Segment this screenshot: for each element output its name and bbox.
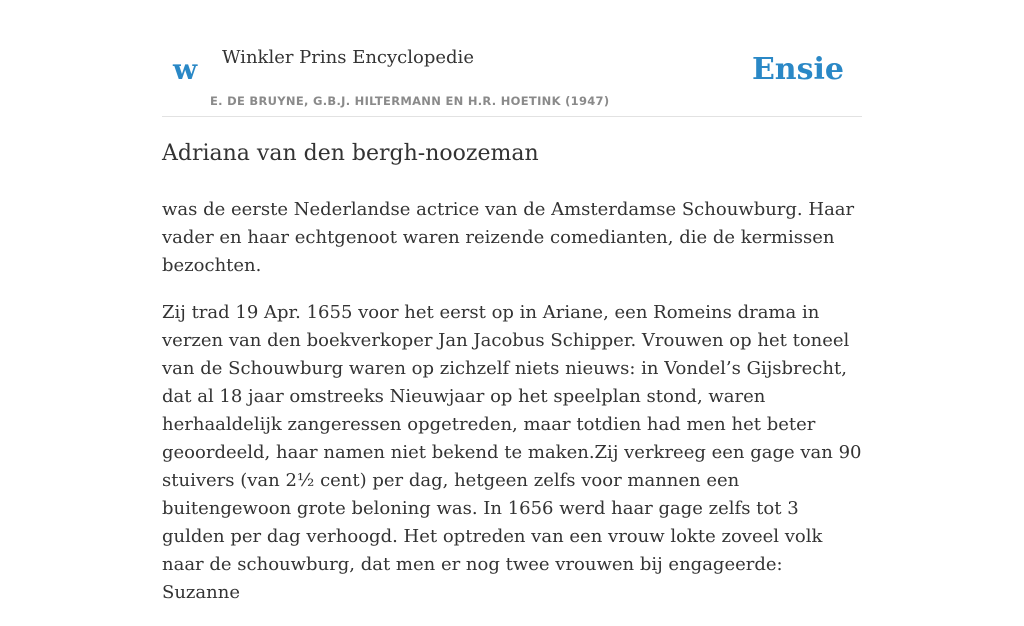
source-title[interactable]: Winkler Prins Encyclopedie [222, 47, 474, 68]
article-body [162, 136, 862, 626]
winkler-prins-logo-icon[interactable]: w [173, 53, 198, 86]
source-header [162, 40, 862, 117]
ensie-logo[interactable]: Ensie [751, 52, 844, 87]
article-title: Adriana van den bergh-noozeman [162, 141, 539, 166]
article-paragraph: was de eerste Nederlandse actrice van de Amsterdamse Schouwburg. Haar vader en haar echtgenoot waren reizende comedianten, die de kermissen bezochten. [162, 199, 855, 276]
source-authors: E. DE BRUYNE, G.B.J. HILTERMANN EN H.R. HOETINK (1947) [210, 94, 610, 108]
article-paragraph: Zij trad 19 Apr. 1655 voor het eerst op in Ariane, een Romeins drama in verzen van den boekverkoper Jan Jacobus Schipper. Vrouwen op het toneel van de Schouwburg waren op zichzelf niets nieuws: in Vondel’s Gijsbrecht, dat al 18 jaar omstreeks Nieuwjaar op het speelplan stond, waren herhaaldelijk zangeressen opgetreden, maar totdien had men het beter geoordeeld, haar namen niet bekend te maken.Zij verkreeg een gage van 90 stuivers (van 2½ cent) per dag, hetgeen zelfs voor mannen een buitengewoon grote beloning was. In 1656 werd haar gage zelfs tot 3 gulden per dag verhoogd. Het optreden van een vrouw lokte zoveel volk naar de schouwburg, dat men er nog twee vrouwen bij engageerde: Suzanne [162, 302, 862, 603]
